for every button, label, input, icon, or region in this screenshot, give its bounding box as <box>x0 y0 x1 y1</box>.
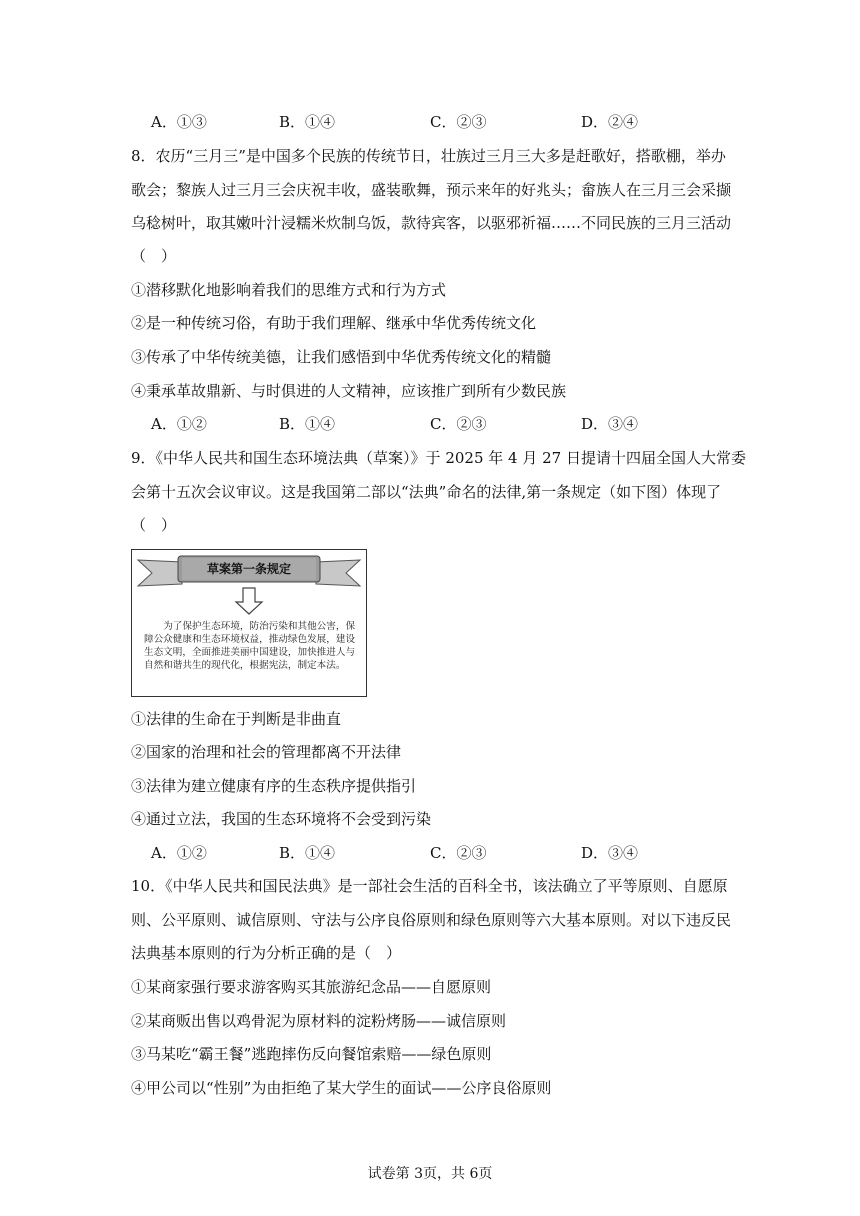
q10-stem-line-3: 法典基本原则的行为分析正确的是（ ） <box>131 944 402 962</box>
q8-item-4: ④秉承革故鼎新、与时俱进的人文精神，应该推广到所有少数民族 <box>131 382 567 400</box>
q8-stem-line-1: 8．农历“三月三”是中国多个民族的传统节日，壮族过三月三大多是赶歌好，搭歌棚，举办 <box>131 147 726 165</box>
figure-title: 草案第一条规定 <box>206 562 291 576</box>
q9-option-a: A．①② <box>151 844 207 862</box>
q9-answer-blank: （ ） <box>131 516 177 534</box>
q9-figure <box>131 549 367 697</box>
q9-item-2: ②国家的治理和社会的管理都离不开法律 <box>131 743 402 761</box>
q8-stem-line-3: 乌稔树叶，取其嫩叶汁浸糯米炊制乌饭，款待宾客，以驱邪祈福……不同民族的三月三活动 <box>131 214 732 232</box>
q9-option-c: C．②③ <box>430 844 487 862</box>
q8-item-1: ①潜移默化地影响着我们的思维方式和行为方式 <box>131 281 447 299</box>
q9-stem-line-1: 9．《中华人民共和国生态环境法典（草案）》于 2025 年 4 月 27 日提请十四届全国人大常委 <box>131 449 746 467</box>
q8-item-2: ②是一种传统习俗，有助于我们理解、继承中华优秀传统文化 <box>131 314 537 332</box>
q9-option-d: D．③④ <box>581 844 639 862</box>
q7-option-d: D．②④ <box>581 113 639 131</box>
q8-answer-blank: （ ） <box>131 247 177 265</box>
q10-item-1: ①某商家强行要求游客购买其旅游纪念品——自愿原则 <box>131 978 492 996</box>
q8-options <box>0 414 860 434</box>
q10-item-4: ④甲公司以“性别”为由拒绝了某大学生的面试——公序良俗原则 <box>131 1079 552 1097</box>
q9-item-1: ①法律的生命在于判断是非曲直 <box>131 710 342 728</box>
q8-option-d: D．③④ <box>581 415 639 433</box>
q9-options <box>0 843 860 863</box>
q9-stem-line-2: 会第十五次会议审议。这是我国第二部以“法典”命名的法律,第一条规定（如下图）体现了 <box>131 483 722 501</box>
q7-option-c: C．②③ <box>430 113 487 131</box>
q9-item-4: ④通过立法，我国的生态环境将不会受到污染 <box>131 810 432 828</box>
q10-stem-line-1: 10．《中华人民共和国民法典》是一部社会生活的百科全书，该法确立了平等原则、自愿原 <box>131 877 728 895</box>
q10-item-3: ③马某吃“霸王餐”逃跑摔伤反向餐馆索赔——绿色原则 <box>131 1045 492 1063</box>
q10-stem-line-2: 则、公平原则、诚信原则、守法与公序良俗原则和绿色原则等六大基本原则。对以下违反民 <box>131 911 732 929</box>
q7-options <box>0 112 860 132</box>
page-footer: 试卷第 3页，共 6页 <box>367 1166 493 1182</box>
q8-item-3: ③传承了中华传统美德，让我们感悟到中华优秀传统文化的精髓 <box>131 348 552 366</box>
q7-option-b: B．①④ <box>279 113 336 131</box>
q8-option-c: C．②③ <box>430 415 487 433</box>
q7-option-a: A．①③ <box>151 113 207 131</box>
q8-stem-line-2: 歌会；黎族人过三月三会庆祝丰收，盛装歌舞，预示来年的好兆头；畲族人在三月三会采撷 <box>131 181 732 199</box>
figure-text: 为了保护生态环境，防治污染和其他公害，保障公众健康和生态环境权益，推动绿色发展，建设生态文明，全面推进美丽中国建设，加快推进人与自然和谐共生的现代化，根据宪法，制定本法。 <box>144 621 356 671</box>
q8-option-a: A．①② <box>151 415 207 433</box>
q8-option-b: B．①④ <box>279 415 336 433</box>
q10-item-2: ②某商贩出售以鸡骨泥为原材料的淀粉烤肠——诚信原则 <box>131 1012 507 1030</box>
q9-item-3: ③法律为建立健康有序的生态秩序提供指引 <box>131 777 417 795</box>
q9-option-b: B．①④ <box>279 844 336 862</box>
